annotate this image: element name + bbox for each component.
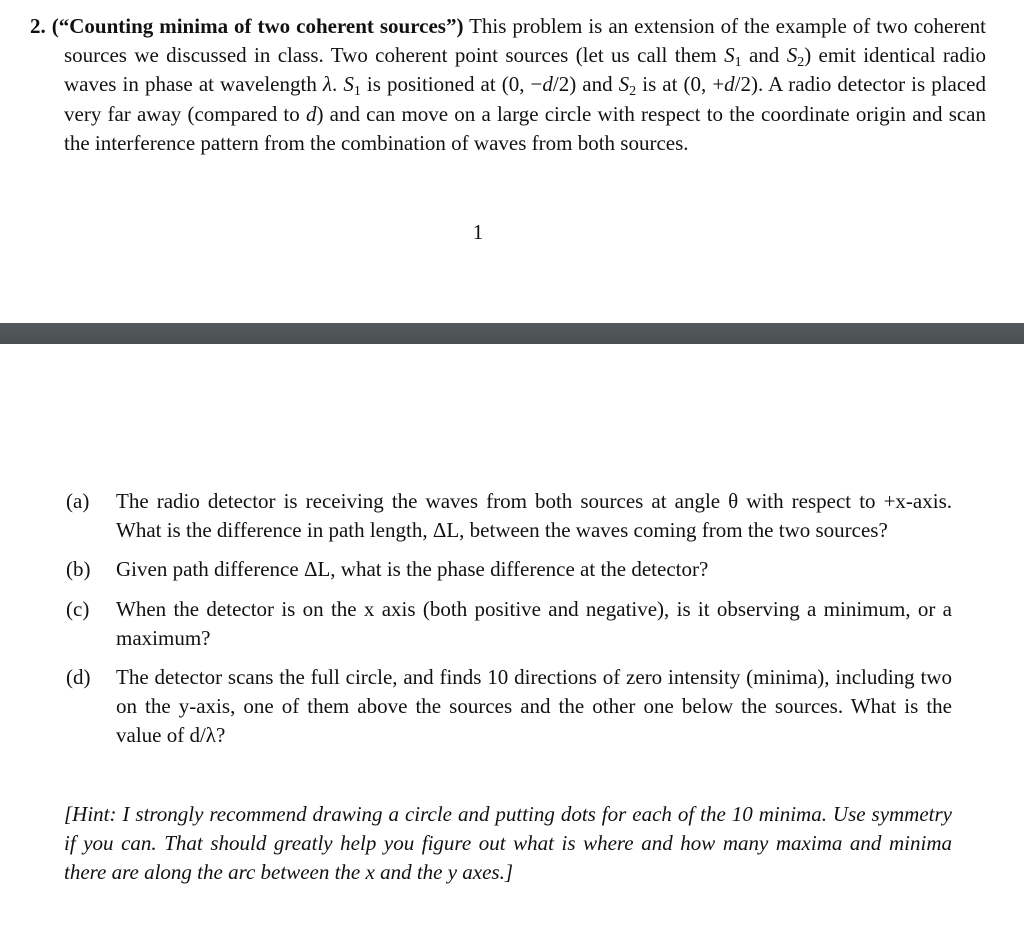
part-text: The radio detector is receiving the waves from both sources at angle θ with respect to +x-axis. What is the difference in path length, ΔL, between the waves coming from the two sources? [116,489,952,543]
intro-text: /2). A radio detector is placed very far away (compared to [64,72,986,126]
page-top [0,0,1024,323]
part-b [66,555,952,584]
part-text: When the detector is on the x axis (both positive and negative), is it observing a minimum, or a maximum? [116,596,952,650]
part-label: (a) [66,489,90,513]
part-a [66,487,952,545]
part-label: (d) [66,665,91,690]
problem-number: 2. [30,14,46,38]
intro-text: ) and can move on a large circle with respect to the coordinate origin and scan the interference pattern from the combination of waves from both sources. [64,101,987,155]
part-d [66,663,952,751]
symbol-s1: S [724,43,735,68]
symbol-d: d [305,101,317,126]
part-text: Given path difference ΔL, what is the phase difference at the detector? [116,557,709,582]
intro-text: /2) and [552,72,613,97]
intro-text: is positioned at (0, − [366,72,543,97]
page-separator [0,323,1024,344]
symbol-d: d [542,72,553,97]
subscript: 2 [629,84,637,100]
subscript: 1 [734,55,742,71]
hint-text: [Hint: I strongly recommend drawing a circle and putting dots for each of the 10 minima. Use symmetry if you can. That should greatly help you figure out what is where and how many maxima and minima there are along the arc between the x and the y axes.] [64,802,952,885]
part-c [66,595,952,653]
page-number: 1 [472,220,484,244]
subscript: 1 [353,84,361,100]
symbol-d: d [724,72,735,97]
problem-statement [30,12,986,158]
intro-text: This problem is an extension of the example of two coherent sources we discussed in class. Two coherent point sources (let us call them [64,14,987,68]
symbol-s1: S [343,72,354,97]
intro-text: and [748,43,780,68]
part-label: (c) [66,596,90,621]
intro-text: . [332,72,338,97]
symbol-s2: S [786,43,798,68]
symbol-s2: S [618,72,630,97]
intro-text: is at (0, + [642,72,725,97]
question-parts [66,487,952,761]
symbol-lambda: λ [322,72,333,97]
intro-text: ) emit identical radio waves in phase at wavelength [64,43,987,97]
subscript: 2 [797,55,805,71]
part-text: The detector scans the full circle, and finds 10 directions of zero intensity (minima), including two on the y-axis, one of them above the sources and the other one below the sources. What is the value of d/λ? [116,665,952,748]
problem-title: (“Counting minima of two coherent sources”) [51,14,464,38]
part-label: (b) [66,557,91,582]
